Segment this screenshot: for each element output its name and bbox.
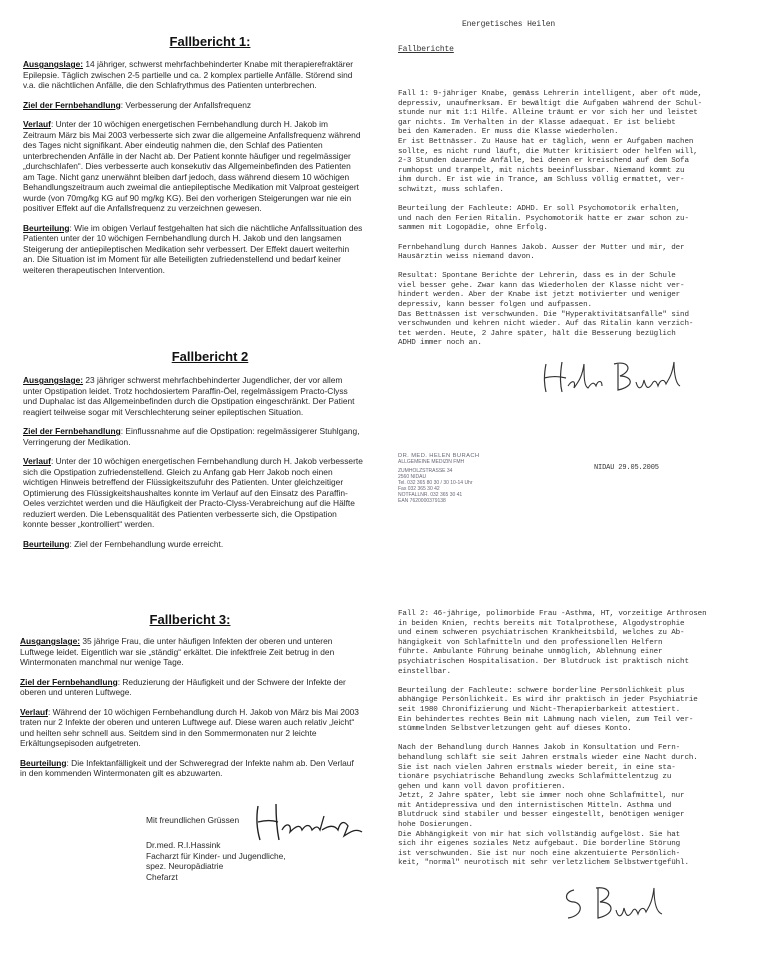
fall-1-text: Fall 1: 9-jähriger Knabe, gemäss Lehrerin intelligent, aber oft müde, depressiv, unaufmerksam. Er bewältigt die Aufgaben während der Schul- stunde nur mit 1:1 Hilfe. Alleine träumt er vor sich her und leistet gar nichts. Im Verhalten in der Klasse adaequat. Er ist beliebt bei den Kameraden. Er muss die Klasse wiederholen. Er ist Bettnässer. Zu Hause hat er täglich, wenn er Aufgaben machen sollte, es nicht rund läuft, die Mutter kritisiert oder helfen will, 2-3 Stunden dauernde Anfälle, bei denen er kreischend auf dem Sofa rumhopst und trampelt, mit nichts beeinflussbar. Niemand kommt zu ihm durch. Er ist wie in Trance, am Schluss völlig ermattet, ver- schwitzt, muss schlafen. Beurteilung der Fachleute: ADHD. Er soll Psychomotorik erhalten, und nach den Ferien Ritalin. Psychomotorik hatte er zwar schon zu- sammen mit Logopädie, ohne Erfolg. Fernbehandlung durch Hannes Jakob. Ausser der Mutter und mir, der Hausärztin weiss niemand davon. Resultat: Spontane Berichte der Lehrerin, dass es in der Schule viel besser gehe. Zwar kann das Wiederholen der Klasse nicht ver- hindert werden. Aber der Knabe ist jetzt motivierter und weniger depressiv, kann besser folgen und aufpassen. Das Bettnässen ist verschwunden. Die "Hyperaktivitätsanfälle" sind verschwunden und kehren nicht wieder. Auf das Ritalin kann verzich- tet werden. Heute, 2 Jahre später, hält die Besserung bezüglich ADHD immer noch an. [398, 90, 703, 348]
case-1-title: Fallbericht 1: [169, 34, 251, 49]
signer-specialty: spez. Neuropädiatrie [146, 861, 224, 871]
case-3-beurteilung: Beurteilung: Die Infektanfälligkeit und der Schweregrad der Infekte nahm ab. Den Verlauf in den kommenden Wintermonaten gilt es abzuwarten. [20, 757, 354, 778]
case-1-beurteilung: Beurteilung: Wie im obigen Verlauf festgehalten hat sich die nächtliche Anfallssituation des Patienten unter der 10 wöchigen Fernbehandlung durch H. Jakob und den langsamen Steigerung der antiepileptischen Medikation sehr verbessert. Der Effekt dauert weiterhin an. Die Situation ist im Moment für alle Beteiligten zufriedenstellend und bedarf keiner weiteren therapeutischen Intervention. [23, 222, 363, 275]
signer-role: Chefarzt [146, 871, 178, 882]
right-header: Energetisches Heilen [462, 20, 556, 29]
case-3-verlauf: Verlauf: Während der 10 wöchigen Fernbehandlung durch H. Jakob von März bis Mai 2003 traten nur 2 Infekte der oberen und unteren Luftwege auf. Diese waren auch relativ „leicht“ und heilten sehr schnell aus. Seitdem sind in den Sommermonaten nur 2 leichte Erkältungsepisoden aufgetreten. [20, 706, 359, 748]
hassink-signature [252, 796, 367, 846]
fall-2-text: Fall 2: 46-jährige, polimorbide Frau -Asthma, HT, vorzeitige Arthrosen in beiden Knien, rechts bereits mit Totalprothese, Algodystrophie und einem schweren psychiatrischen Krankheitsbild, welches zu Ab- hängigkeit von Schlafmitteln und den professionellen Helfern führte. Ambulante Führung beinahe unmöglich, Ablehnung einer psychiatrischen Hospitalisation. Der Blutdruck ist praktisch nicht einstellbar. Beurteilung der Fachleute: schwere borderline Persönlichkeit plus abhängige Persönlichkeit. Es wird ihr praktisch in jeder Psychiatrie seit 1980 Chronifizierung und Nicht-Therapierbarkeit attestiert. Ein behindertes rechtes Bein mit Lähmung nach vielen, zum Teil ver- stümmelnden Selbstverletzungen geht auf dieses Konto. Nach der Behandlung durch Hannes Jakob in Konsultation und Fern- behandlung schläft sie seit Jahren erstmals wieder eine Nacht durch. Sie ist nach vielen Jahren erstmals wieder bereit, in eine sta- tionäre psychiatrische Behandlung zwecks Schlafmittelentzug zu gehen und kann voll davon profitieren. Jetzt, 2 Jahre später, lebt sie immer noch ohne Schlafmittel, nur mit Antidepressiva und den internistischen Mitteln. Asthma und Blutdruck sind stabiler und besser eingestellt, benötigen weniger hohe Dosierungen. Die Abhängigkeit von mir hat sich vollständig aufgelöst. Sie hat sich ihr eigenes soziales Netz aufgebaut. Die borderline Störung ist verschwunden. Sie ist nur noch eine akzentuierte Persönlich- keit, "normal" neurotisch mit sehr verletzlichem Selbstwertgefühl. [398, 610, 707, 868]
case-1-ziel: Ziel der Fernbehandlung: Verbesserung der Anfallsfrequenz [23, 99, 252, 110]
case-2-beurteilung: Beurteilung: Ziel der Fernbehandlung wurde erreicht. [23, 538, 224, 549]
case-2-body [23, 375, 363, 549]
case-2-ziel: Ziel der Fernbehandlung: Einflussnahme auf die Opstipation: regelmässigerer Stuhlgang, Verringerung der Medikation. [23, 426, 360, 447]
case-3-ziel: Ziel der Fernbehandlung: Reduzierung der Häufigkeit und der Schwere der Infekte der oberen und unteren Luftwege. [20, 676, 346, 697]
letterhead-name: DR. MED. HELEN BURACH [398, 453, 480, 459]
letterhead-specialty: ALLGEMEINE MEDIZIN FMH [398, 459, 465, 465]
closing-greeting: Mit freundlichen Grüssen [146, 815, 240, 825]
case-2-verlauf: Verlauf: Unter der 10 wöchigen energetischen Fernbehandlung durch H. Jakob verbesserte sich die Opstipation zufriedenstellend. Gleich zu Anfang gab Herr Jakob noch einen wichtigen Hinweis betreffend der Flüssigkeitszufuhr des Patienten. Unter gleichzeitiger Optimierung des Flüssigkeitshaushaltes konnte im Verlauf auf den Einsatz des Paraffin-Oeles verzichtet werden und die Häufigkeit der Practo-Clyss-Verabreichung auf die Hälfte reduziert werden. Die Lebensqualität des Patienten verbesserte sich, die Opstipation konnte besser „kontrolliert“ werden. [23, 456, 363, 529]
burach-signature-2 [560, 880, 675, 925]
case-3-body [20, 636, 360, 779]
right-subheader: Fallberichte [398, 45, 454, 54]
letter-date: NIDAU 29.05.2005 [594, 464, 659, 472]
case-1-body [23, 59, 363, 275]
signer-name: Dr.med. R.I.Hassink [146, 840, 221, 850]
burach-signature-1 [538, 350, 688, 400]
case-2-ausgangslage: Ausgangslage: 23 jähriger schwerst mehrfachbehinderter Jugendlicher, der vor allem unter Opstipation leidet. Trotz hochdosiertem Paraffin-Öel, regelmässigem Practo-Clyss und Duphalac ist das Allgemeinbefinden durch die Opstipation eingeschränkt. Der Patient reagiert teilweise sogar mit Verschlechterung seiner epileptischen Situation. [23, 375, 355, 417]
signer-block [146, 840, 346, 882]
signer-title: Facharzt für Kinder- und Jugendliche, [146, 850, 286, 861]
case-3-ausgangslage: Ausgangslage: 35 jährige Frau, die unter häufigen Infekten der oberen und unteren Luftwege leidet. Eigentlich war sie „ständig“ erkältet. Die infektfreie Zeit betrug in den Wintermonaten manchmal nur wenige Tage. [20, 636, 335, 667]
letterhead: DR. MED. HELEN BURACH ALLGEMEINE MEDIZIN FMH ZUMHOLZSTRASSE 34 2560 NIDAU Tel. 032 365 80 30 / 30 10-14 Uhr Fax 032 365 30 42 NOTFALLNR. 032 365 30 41 EAN 7620000379138 [398, 453, 578, 504]
case-1-ausgangslage: Ausgangslage: 14 jähriger, schwerst mehrfachbehinderter Knabe mit therapierefraktärer Epilepsie. Täglich zwischen 2-5 partielle und ca. 2 komplex partielle Anfälle. Störend sind v.a. die nächtlichen Anfälle, die den Schlafrythmus des Patienten unterbrechen. [23, 59, 354, 90]
case-3-title: Fallbericht 3: [149, 612, 231, 627]
case-2-title: Fallbericht 2 [171, 349, 249, 364]
case-1-verlauf: Verlauf: Unter der 10 wöchigen energetischen Fernbehandlung durch H. Jakob im Zeitraum März bis Mai 2003 verbesserte sich zwar die allgemeine Anfallsfrequenz während des Tages nicht signifikant. Aber eindeutig nahmen die, den Schlaf des Patienten unterbrechenden Anfälle in der Nacht ab. Der Patient konnte häufiger und regelmässiger „durchschlafen“. Dies verbesserte auch konsekutiv das Allgemeinbefinden des Patienten am Tage. Nicht ganz unerwähnt bleiben darf jedoch, dass während diesem 10 wöchigen Behandlungszeitraum auch zweimal die antiepileptische Medikation mit Valproat gesteigert wurde (von 70mg/kg KG auf 90 mg/kg KG). Bei den vorherigen Steigerungen war nie ein positiver Effekt auf die Anfallsfrequenz zu verzeichnen gewesen. [23, 119, 361, 213]
